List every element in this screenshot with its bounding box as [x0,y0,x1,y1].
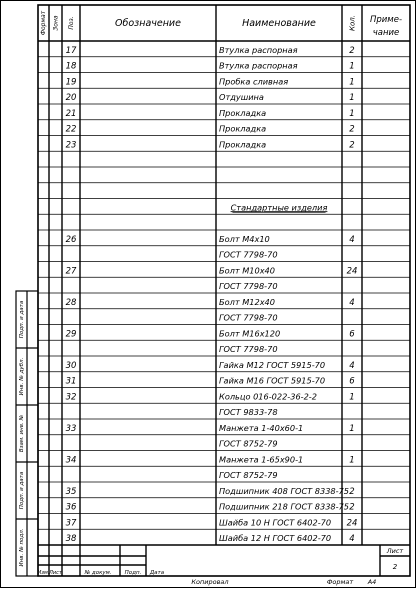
table-row [66,92,355,103]
row-name: Подшипник 408 ГОСТ 8338-75 [219,485,349,496]
table-row [66,297,355,308]
table-row [66,391,355,402]
row-name: Гайка М16 ГОСТ 5915-70 [219,375,326,386]
row-qty: 1 [349,61,355,72]
table-row [66,328,356,339]
row-qty: 1 [349,392,355,403]
table-row [66,533,355,544]
row-qty: 24 [346,266,358,277]
row-pos: 38 [65,534,77,544]
row-qty: 24 [346,518,358,529]
table-row [66,502,355,513]
tb-sign: Подп. [124,570,142,576]
table-row [66,45,355,56]
row-name: ГОСТ 9833-78 [219,407,278,417]
table-row [219,470,278,480]
row-qty: 1 [349,423,355,434]
row-pos: 36 [65,502,77,513]
row-pos: 28 [65,297,77,308]
table-row [66,124,355,135]
row-qty: 6 [349,329,355,340]
row-qty: 4 [349,534,355,544]
row-qty: 4 [349,297,355,308]
row-qty: 2 [349,502,355,513]
row-pos: 33 [65,423,77,434]
table-row [66,139,355,150]
table-row [66,376,356,387]
row-name: ГОСТ 8752-79 [219,470,278,480]
row-name: Втулка распорная [219,44,298,55]
table-row [66,486,355,497]
side-label-replace-inv: Взам. инв. № [19,414,25,453]
row-pos: 22 [65,124,77,135]
tb-izm: Изм. [37,570,50,576]
row-pos: 17 [65,45,77,56]
header-note-line2: чание [372,28,400,38]
row-pos: 34 [65,455,77,466]
table-row [219,313,278,323]
column-lines [49,5,362,545]
row-qty: 4 [349,360,355,371]
row-qty: 1 [349,93,355,103]
row-name: Болт М16х120 [219,328,281,339]
row-name: Втулка распорная [219,60,298,71]
row-qty: 2 [349,486,355,497]
table-row [66,360,355,371]
row-qty: 2 [349,124,355,135]
row-qty: 6 [349,376,355,387]
row-pos: 19 [65,77,77,88]
row-pos: 31 [65,376,77,387]
tb-date: Дата [149,570,165,576]
row-qty: 2 [349,45,355,56]
row-name: Шайба 12 Н ГОСТ 6402-70 [219,533,332,543]
row-pos: 30 [65,360,77,371]
table-row [219,439,278,449]
row-name: Манжета 1-40х60-1 [219,422,304,433]
row-pos: 37 [65,518,77,529]
row-name: ГОСТ 7798-70 [219,312,278,323]
table-row [66,265,358,276]
header-name: Наименование [242,18,316,29]
row-pos: 18 [65,61,77,72]
table-row [219,344,278,354]
table-row [66,234,355,245]
row-name: Болт М4х10 [219,233,270,244]
side-label-orig-inv: Инв. № подл. [19,528,25,567]
row-qty: 1 [349,455,355,466]
header-qty: Кол. [348,15,357,31]
row-qty: 1 [349,77,355,88]
row-name: Манжета 1-65х90-1 [219,454,304,465]
row-pos: 27 [65,266,77,277]
row-name: Прокладка [219,139,267,150]
row-name: Гайка М12 ГОСТ 5915-70 [219,359,326,370]
footer-format-label: Формат [326,578,354,586]
footer-format-value: А4 [367,578,377,586]
table-row [231,202,328,212]
side-label-dup-inv: Инв. № дубл. [19,357,25,396]
section-heading: Стандартные изделия [230,202,328,213]
table-row [219,407,278,417]
row-name: ГОСТ 7798-70 [219,281,278,291]
tb-list: Лист [49,570,62,576]
row-pos: 23 [65,140,77,151]
row-pos: 35 [65,486,77,497]
header-zone: Зона [52,15,60,31]
tb-sheet-number: 2 [392,563,398,571]
row-qty: 4 [349,234,355,245]
table-row [66,61,355,72]
row-pos: 20 [65,93,77,103]
header-pos: Поз. [68,16,75,30]
tb-sheet-label: Лист [386,547,404,555]
header-note-line1: Приме- [369,15,403,25]
table-row [66,423,355,434]
row-qty: 1 [349,108,355,119]
row-name: Прокладка [219,107,267,118]
side-label-sign-date-2: Подп. и дата [19,471,25,510]
row-pos: 29 [65,329,77,340]
row-name: ГОСТ 7798-70 [219,344,278,354]
table-row [219,281,278,291]
header-designation: Обозначение [115,18,181,29]
footer-copied: Копировал [191,578,229,586]
row-pos: 32 [65,392,77,403]
row-qty: 2 [349,140,355,151]
row-name: Прокладка [219,123,267,134]
row-name: ГОСТ 8752-79 [219,438,278,449]
table-row [66,517,358,528]
row-pos: 21 [65,108,77,119]
row-pos: 26 [65,234,77,245]
side-label-sign-date-1: Подп. и дата [19,300,25,339]
row-name: Пробка сливная [219,76,289,87]
tb-doc-no: № докум. [84,570,112,576]
table-row [66,454,355,465]
row-name: Кольцо 016-022-36-2-2 [219,391,317,402]
table-row [219,250,278,260]
row-name: Подшипник 218 ГОСТ 8338-75 [219,501,349,512]
row-name: Болт М10х40 [219,265,275,276]
row-name: ГОСТ 7798-70 [219,249,278,260]
row-name: Отдушина [219,92,264,102]
table-row [66,108,355,119]
row-name: Болт М12х40 [219,296,275,307]
header-format: Формат [40,10,47,36]
table-row [66,76,355,87]
row-name: Шайба 10 Н ГОСТ 6402-70 [219,517,332,528]
